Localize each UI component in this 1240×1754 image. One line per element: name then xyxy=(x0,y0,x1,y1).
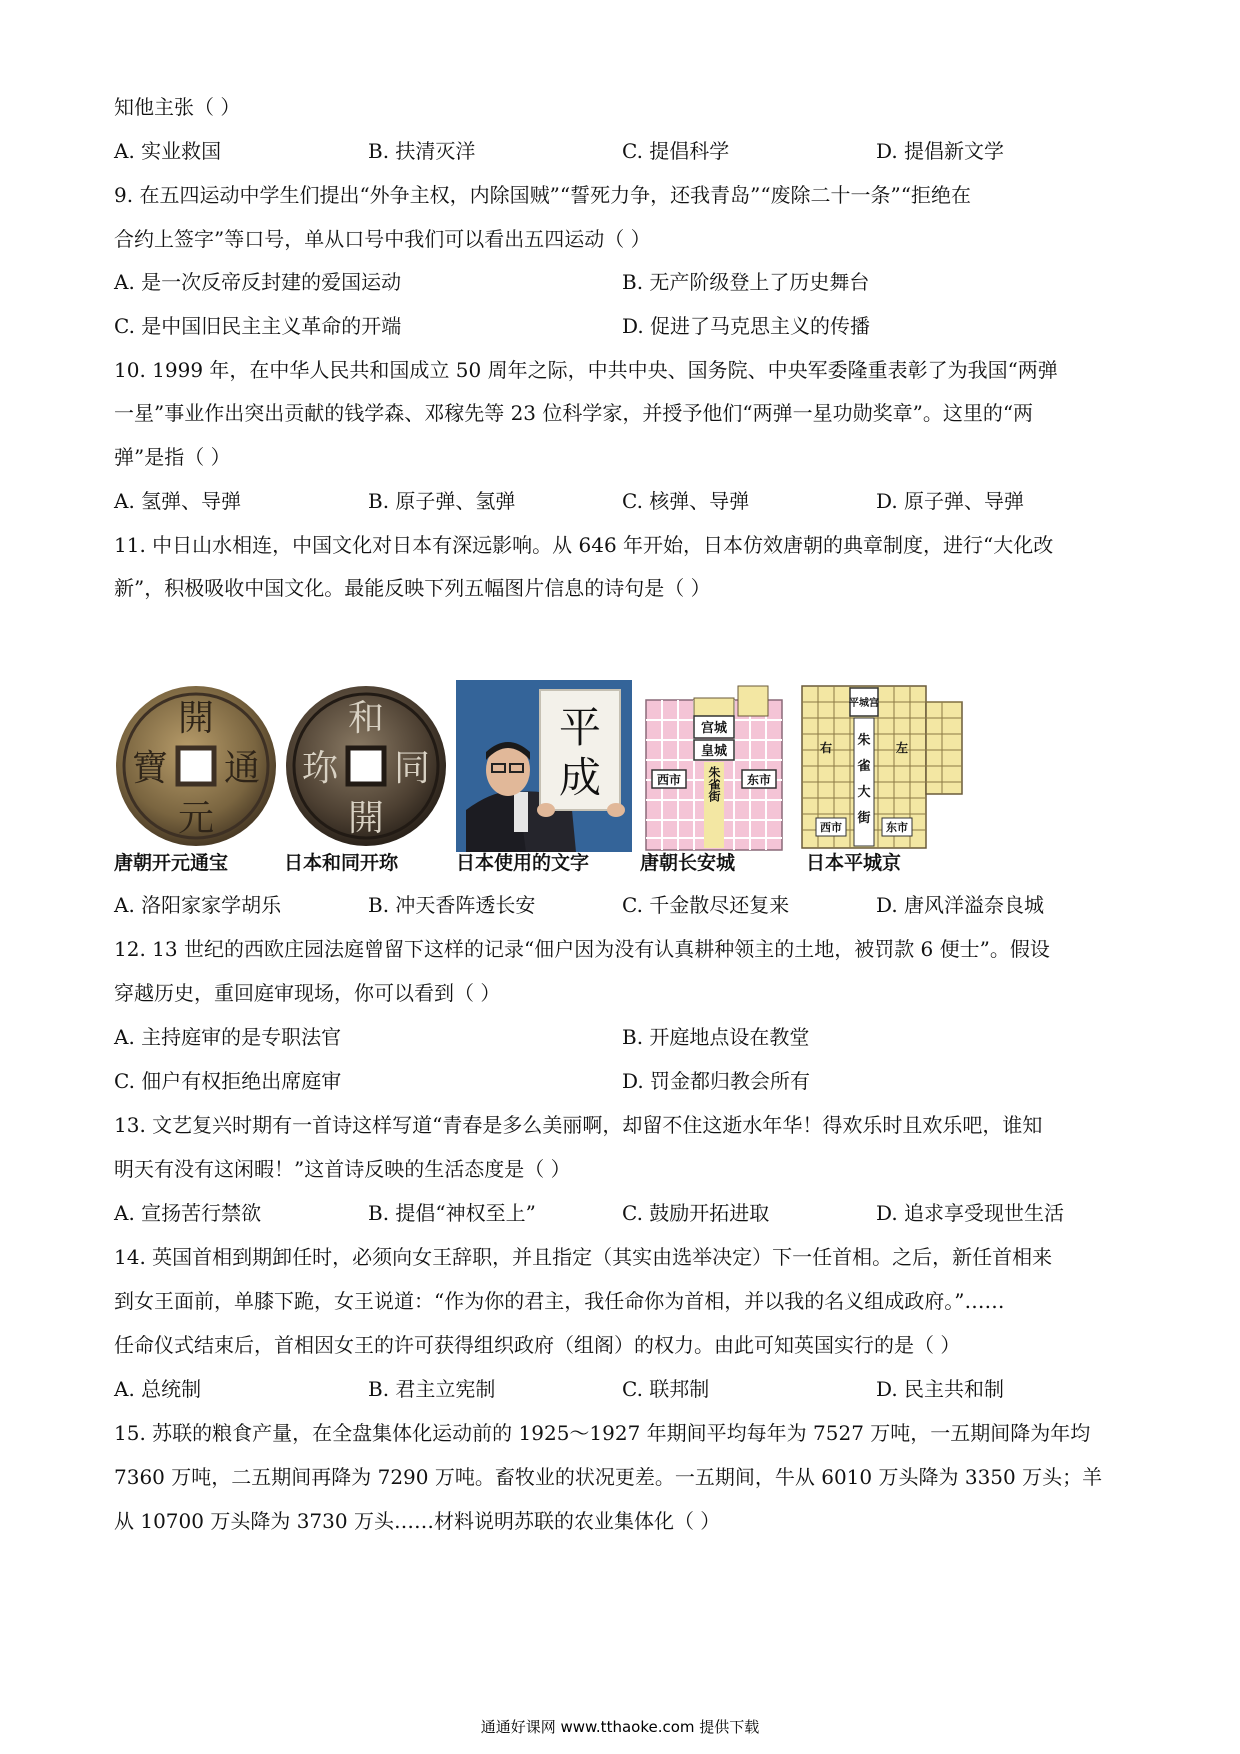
q9-option-c: C. 是中国旧民主主义革命的开端 xyxy=(114,314,402,338)
q12-option-c: C. 佃户有权拒绝出席庭审 xyxy=(114,1069,342,1093)
changan-label-palace: 宫城 xyxy=(700,721,728,736)
q14-option-c: C. 联邦制 xyxy=(622,1377,710,1401)
q10-option-b: B. 原子弹、氢弹 xyxy=(368,489,516,513)
sign-char-2: 成 xyxy=(558,753,602,802)
q13-option-b: B. 提倡“神权至上” xyxy=(368,1201,536,1225)
heijo-label-zhu: 朱 xyxy=(857,733,871,748)
coin2-char-right: 同 xyxy=(393,748,431,789)
q8-option-c: C. 提倡科学 xyxy=(622,139,730,163)
q12-option-b: B. 开庭地点设在教堂 xyxy=(622,1025,810,1049)
question-14-line-3: 任命仪式结束后，首相因女王的许可获得组织政府（组阁）的权力。由此可知英国实行的是（ ） xyxy=(114,1333,961,1357)
question-15-line-1: 15. 苏联的粮食产量，在全盘集体化运动前的 1925～1927 年期间平均每年为 7527 万吨，一五期间降为年均 xyxy=(114,1421,1091,1445)
caption-heisei-photo: 日本使用的文字 xyxy=(456,852,590,874)
q12-option-a: A. 主持庭审的是专职法官 xyxy=(114,1025,342,1049)
caption-heijo-map: 日本平城京 xyxy=(806,852,902,874)
question-11-line-2: 新”，积极吸收中国文化。最能反映下列五幅图片信息的诗句是（ ） xyxy=(114,576,711,600)
q13-option-a: A. 宣扬苦行禁欲 xyxy=(114,1201,262,1225)
coin2-char-left: 珎 xyxy=(301,748,339,789)
coin1-char-bottom: 元 xyxy=(177,798,215,839)
caption-kaiyuan-coin: 唐朝开元通宝 xyxy=(114,852,229,874)
heijo-map-image xyxy=(796,680,966,852)
q8-option-a: A. 实业救国 xyxy=(114,139,222,163)
question-13-line-1: 13. 文艺复兴时期有一首诗这样写道“青春是多么美丽啊，却留不住这逝水年华！得欢乐时且欢乐吧，谁知 xyxy=(114,1113,1043,1137)
heisei-photo-image xyxy=(456,680,632,852)
question-10-line-3: 弹”是指（ ） xyxy=(114,445,231,469)
question-12-line-2: 穿越历史，重回庭审现场，你可以看到（ ） xyxy=(114,981,501,1005)
q14-option-a: A. 总统制 xyxy=(114,1377,202,1401)
heijo-label-east-market: 东市 xyxy=(886,821,908,834)
coin2-char-bottom: 開 xyxy=(347,798,385,839)
question-10-line-1: 10. 1999 年，在中华人民共和国成立 50 周年之际，中共中央、国务院、中央军委隆重表彰了为我国“两弹 xyxy=(114,358,1058,382)
q9-option-b: B. 无产阶级登上了历史舞台 xyxy=(622,270,870,294)
heijo-label-palace: 平城宫 xyxy=(849,698,879,709)
q13-option-c: C. 鼓励开拓进取 xyxy=(622,1201,770,1225)
changan-label-zhuque-street: 朱雀街 xyxy=(707,766,721,802)
q14-option-b: B. 君主立宪制 xyxy=(368,1377,496,1401)
q8-option-d: D. 提倡新文学 xyxy=(876,139,1005,163)
coin1-char-right: 通 xyxy=(223,748,261,789)
question-13-line-2: 明天有没有这闲暇！”这首诗反映的生活态度是（ ） xyxy=(114,1157,571,1181)
q11-option-c: C. 千金散尽还复来 xyxy=(622,893,790,917)
question-8-stem-end: 知他主张（ ） xyxy=(114,95,241,119)
q9-option-a: A. 是一次反帝反封建的爱国运动 xyxy=(114,270,402,294)
changan-map-image xyxy=(638,680,790,852)
q10-option-d: D. 原子弹、导弹 xyxy=(876,489,1025,513)
q11-option-b: B. 冲天香阵透长安 xyxy=(368,893,536,917)
figure-heisei-photo xyxy=(456,680,632,852)
coin1-char-left: 寶 xyxy=(131,748,169,789)
wado-coin-image xyxy=(284,680,448,852)
figure-heijo-map xyxy=(796,680,966,852)
q9-option-d: D. 促进了马克思主义的传播 xyxy=(622,314,871,338)
heijo-label-west-market: 西市 xyxy=(820,821,842,834)
coin1-char-top: 開 xyxy=(177,698,215,739)
question-12-line-1: 12. 13 世纪的西欧庄园法庭曾留下这样的记录“佃户因为没有认真耕种领主的土地，被罚款 6 便士”。假设 xyxy=(114,937,1050,961)
q11-option-d: D. 唐风洋溢奈良城 xyxy=(876,893,1045,917)
question-9-line-1: 9. 在五四运动中学生们提出“外争主权，内除国贼”“誓死力争，还我青岛”“废除二十一条”“拒绝在 xyxy=(114,183,972,207)
question-15-line-2: 7360 万吨，二五期间再降为 7290 万吨。畜牧业的状况更差。一五期间，牛从 6010 万头降为 3350 万头；羊 xyxy=(114,1465,1103,1489)
figure-wado-coin xyxy=(284,680,448,852)
question-10-line-2: 一星”事业作出突出贡献的钱学森、邓稼先等 23 位科学家，并授予他们“两弹一星功勋奖章”。这里的“两 xyxy=(114,401,1034,425)
question-9-line-2: 合约上签字”等口号，单从口号中我们可以看出五四运动（ ） xyxy=(114,227,651,251)
heijo-label-right: 右 xyxy=(819,741,833,755)
question-14-line-1: 14. 英国首相到期卸任时，必须向女王辞职，并且指定（其实由选举决定）下一任首相。之后，新任首相来 xyxy=(114,1245,1053,1269)
kaiyuan-coin-image xyxy=(114,680,278,852)
heijo-label-da: 大 xyxy=(857,785,871,800)
q8-option-b: B. 扶清灭洋 xyxy=(368,139,476,163)
sign-char-1: 平 xyxy=(558,703,602,752)
page-footer: 通通好课网 www.tthaoke.com 提供下载 xyxy=(480,1718,760,1736)
question-15-line-3: 从 10700 万头降为 3730 万头……材料说明苏联的农业集体化（ ） xyxy=(114,1509,721,1533)
figure-changan-map xyxy=(638,680,790,852)
q13-option-d: D. 追求享受现世生活 xyxy=(876,1201,1065,1225)
question-14-line-2: 到女王面前，单膝下跪，女王说道：“作为你的君主，我任命你为首相，并以我的名义组成政府。”…… xyxy=(114,1289,1005,1313)
q12-option-d: D. 罚金都归教会所有 xyxy=(622,1069,811,1093)
changan-label-imperial-city: 皇城 xyxy=(700,744,728,759)
q10-option-c: C. 核弹、导弹 xyxy=(622,489,750,513)
changan-label-east-market: 东市 xyxy=(746,773,772,787)
caption-changan-map: 唐朝长安城 xyxy=(640,852,736,874)
changan-label-west-market: 西市 xyxy=(656,773,682,787)
caption-wado-coin: 日本和同开珎 xyxy=(284,852,399,874)
q11-option-a: A. 洛阳家家学胡乐 xyxy=(114,893,282,917)
q10-option-a: A. 氢弹、导弹 xyxy=(114,489,242,513)
coin2-char-top: 和 xyxy=(347,698,385,739)
question-11-line-1: 11. 中日山水相连，中国文化对日本有深远影响。从 646 年开始，日本仿效唐朝的典章制度，进行“大化改 xyxy=(114,533,1054,557)
heijo-label-jie: 街 xyxy=(857,811,871,826)
figure-kaiyuan-coin xyxy=(114,680,278,852)
q14-option-d: D. 民主共和制 xyxy=(876,1377,1005,1401)
heijo-label-que: 雀 xyxy=(857,759,871,774)
heijo-label-left: 左 xyxy=(895,741,909,755)
